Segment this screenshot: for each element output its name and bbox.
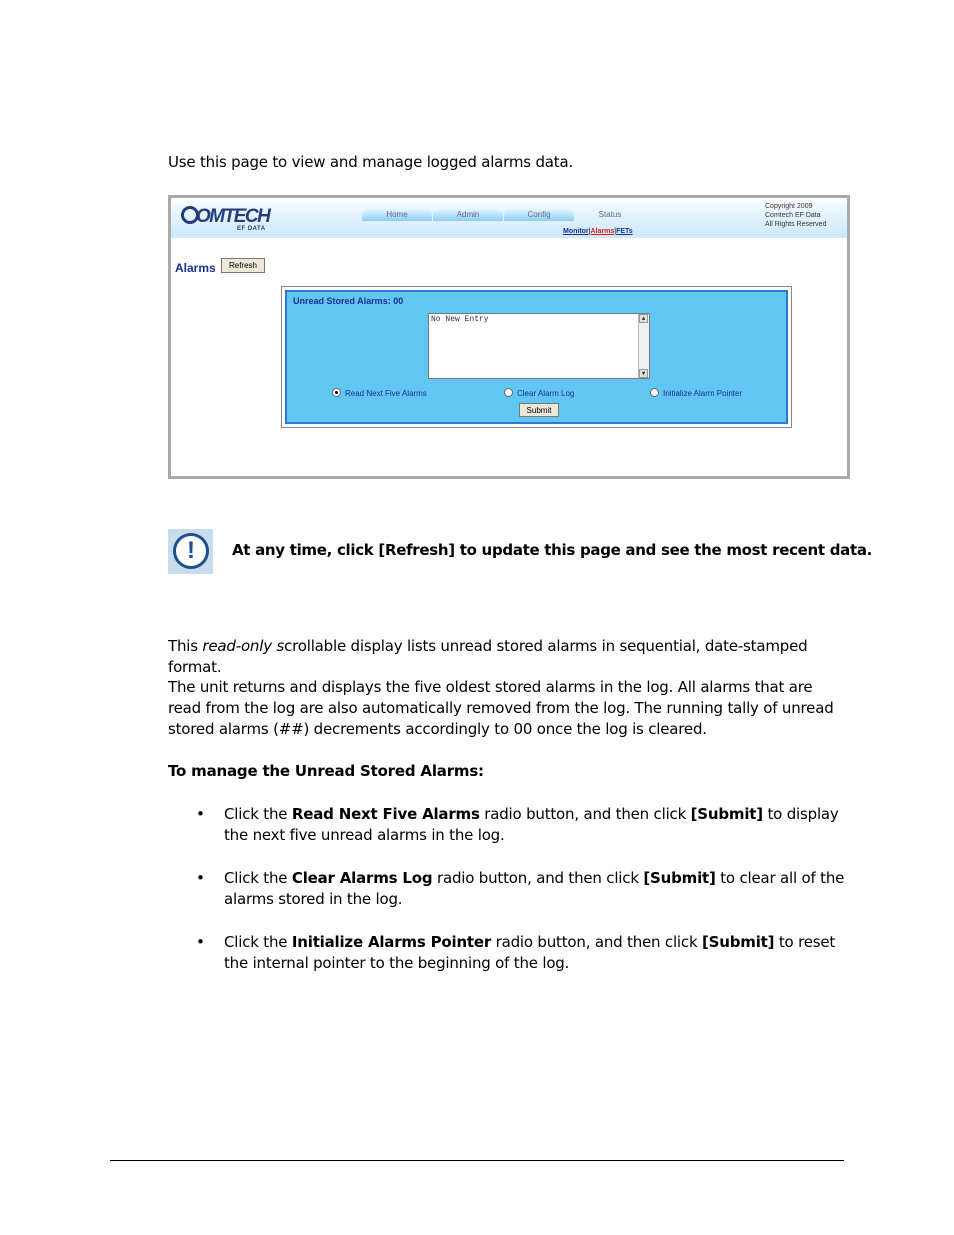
- web-ui-screenshot: [168, 195, 850, 479]
- instructions-list: [168, 804, 848, 996]
- log-scrollbar[interactable]: [638, 314, 649, 378]
- nav-tabs: [362, 209, 646, 221]
- radio-icon[interactable]: [504, 388, 513, 397]
- header-bar: [171, 198, 847, 238]
- alarm-log-textarea[interactable]: No New Entry ▲ ▼: [428, 313, 650, 379]
- submit-button[interactable]: Submit: [519, 403, 559, 417]
- paragraph-read-only: This read-only scrollable display lists unread stored alarms in sequential, date-stamped format.: [168, 637, 808, 676]
- comtech-logo: OMTECH EF DATA: [181, 206, 307, 236]
- panel-title: Unread Stored Alarms: 00: [293, 296, 404, 306]
- radio-initialize-pointer[interactable]: Initialize Alarm Pointer: [650, 388, 742, 398]
- radio-selected-icon[interactable]: [332, 388, 341, 397]
- tab-admin[interactable]: Admin: [433, 209, 503, 221]
- important-note-icon: !: [168, 529, 213, 574]
- note-text: At any time, click [Refresh] to update this page and see the most recent data.: [232, 541, 873, 559]
- list-item: • Click the Initialize Alarms Pointer radio button, and then click [Submit] to reset the internal pointer to the beginning of the log.: [168, 932, 848, 974]
- scroll-up-icon[interactable]: ▲: [639, 314, 648, 323]
- page-title: Alarms: [175, 261, 216, 275]
- list-item: • Click the Read Next Five Alarms radio button, and then click [Submit] to display the next five unread alarms in the log.: [168, 804, 848, 846]
- footer-rule: [110, 1160, 844, 1161]
- tab-config[interactable]: Config: [504, 209, 574, 221]
- tab-status[interactable]: Status: [598, 210, 622, 219]
- subnav-monitor-link[interactable]: Monitor: [563, 228, 589, 235]
- radio-clear-alarm-log[interactable]: Clear Alarm Log: [504, 388, 574, 398]
- unread-alarms-panel: [281, 286, 792, 428]
- tab-home[interactable]: Home: [362, 209, 432, 221]
- scroll-down-icon[interactable]: ▼: [639, 369, 648, 378]
- manage-heading: To manage the Unread Stored Alarms:: [168, 762, 484, 780]
- subnav-fets-link[interactable]: FETs: [616, 228, 633, 235]
- subnav-alarms-link[interactable]: Alarms: [590, 228, 615, 235]
- radio-read-next-five[interactable]: Read Next Five Alarms: [332, 388, 427, 398]
- refresh-button[interactable]: Refresh: [221, 258, 265, 273]
- intro-text: Use this page to view and manage logged alarms data.: [168, 153, 574, 171]
- list-item: • Click the Clear Alarms Log radio button, and then click [Submit] to clear all of the alarms stored in the log.: [168, 868, 848, 910]
- paragraph-description: The unit returns and displays the five oldest stored alarms in the log. All alarms that are read from the log are also automatically removed from the log. The running tally of unread stored alarms (##) decrements accordingly to 00 once the log is cleared.: [168, 678, 834, 738]
- copyright-notice: Copyright 2009 Comtech EF Data All Rights Reserved: [765, 203, 827, 228]
- radio-icon[interactable]: [650, 388, 659, 397]
- status-subnav: Monitor|Alarms|FETs: [563, 228, 633, 235]
